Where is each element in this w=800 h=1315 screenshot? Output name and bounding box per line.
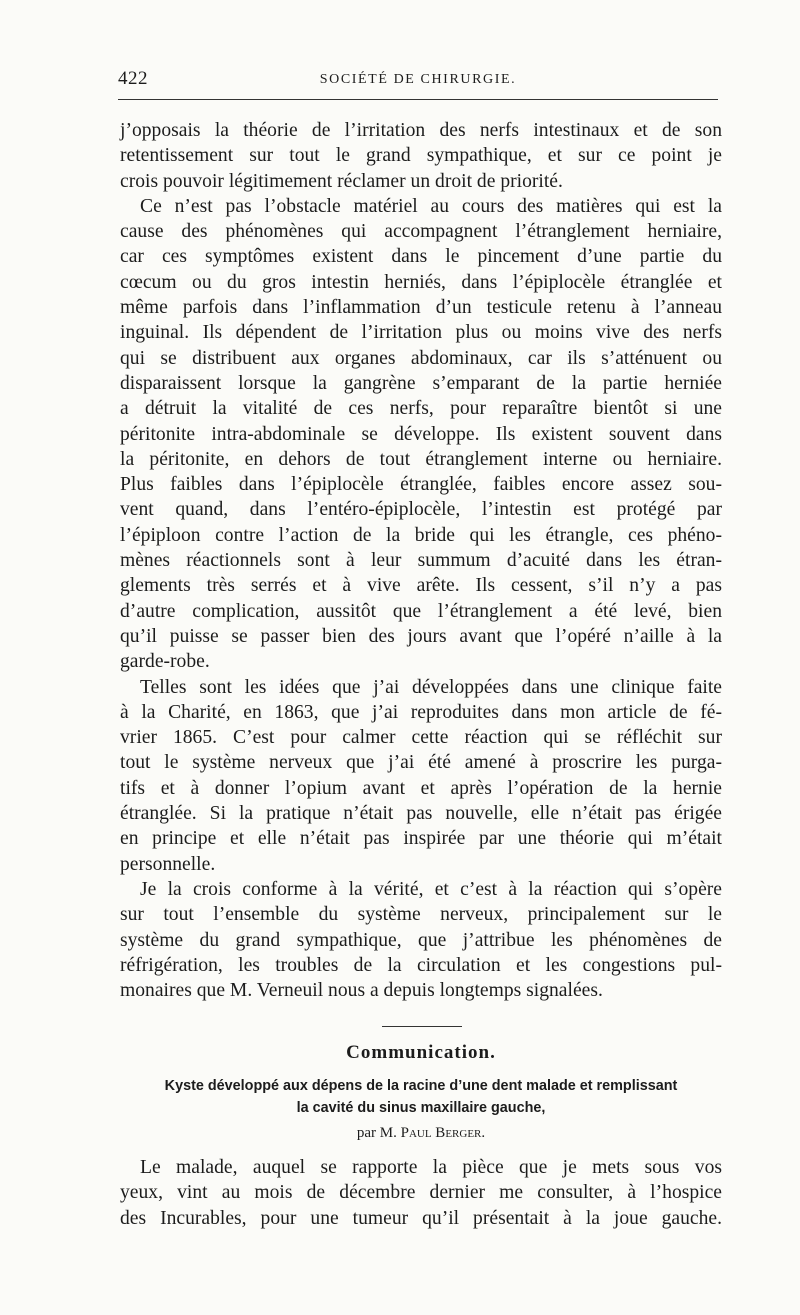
text-line: Ce n’est pas l’obstacle matériel au cours des matières qui est la [140,195,722,217]
section-separator [382,1026,462,1027]
text-line: yeux, vint au mois de décembre dernier me consulter, à l’hospice [120,1182,722,1204]
text-line: des Incurables, pour une tumeur qu’il présentait à la joue gauche. [120,1207,722,1229]
running-head: SOCIÉTÉ DE CHIRURGIE. [319,72,517,87]
page-number: 422 [118,68,148,89]
text-line: la péritonite, en dehors de tout étranglement interne ou herniaire. [120,448,722,470]
article-title [120,1075,722,1119]
text-line: cœcum ou du gros intestin herniés, dans l’épiplocèle étranglée et [120,271,722,293]
text-line: sur tout l’ensemble du système nerveux, principalement sur le [120,904,722,926]
text-line: personnelle. [120,853,216,875]
text-line: tout le système nerveux que j’ai été amené à proscrire les purga- [120,752,722,774]
text-line: Plus faibles dans l’épiplocèle étranglée, faibles encore assez sou- [120,474,722,496]
text-line: monaires que M. Verneuil nous a depuis longtemps signalées. [120,980,603,1002]
text-line: Telles sont les idées que j’ai développées dans une clinique faite [140,676,722,698]
text-line: qu’il puisse se passer bien des jours avant que l’opéré n’aille à la [120,625,722,647]
text-line: a détruit la vitalité de ces nerfs, pour reparaître bientôt si une [120,398,722,420]
text-line: inguinal. Ils dépendent de l’irritation plus ou moins vive des nerfs [120,322,722,344]
main-text [120,118,722,1003]
text-line: Je la crois conforme à la vérité, et c’est à la réaction qui s’opère [140,878,722,900]
byline-prefix: par M. [356,1125,397,1141]
communication-heading: Communication. [346,1042,496,1063]
closing-text [120,1155,722,1231]
text-line: vrier 1865. C’est pour calmer cette réaction qui se réfléchit sur [120,727,722,749]
byline [120,1125,722,1142]
text-line: l’épiploon contre l’action de la bride qui les étrangle, ces phéno- [120,524,722,546]
text-line: en principe et elle n’était pas inspirée par une théorie qui m’était [120,828,722,850]
text-line: système du grand sympathique, que j’attribue les phénomènes de [120,929,722,951]
text-line: mènes réactionnels sont à leur summum d’acuité dans les étran- [120,550,722,572]
article-title-line: Kyste développé aux dépens de la racine d’une dent malade et remplissant [164,1078,678,1094]
text-line: crois pouvoir légitimement réclamer un droit de priorité. [120,170,563,192]
text-line: péritonite intra-abdominale se développe. Ils existent souvent dans [120,423,722,445]
text-line: à la Charité, en 1863, que j’ai reproduites dans mon article de fé- [120,701,722,723]
text-line: car ces symptômes existent dans le pincement d’une partie du [120,246,722,268]
author-name: Paul Berger. [400,1125,486,1141]
text-line: cause des phénomènes qui accompagnent l’étranglement herniaire, [120,221,722,243]
page-header [118,58,718,98]
text-line: même parfois dans l’inflammation d’un testicule retenu à l’anneau [120,297,722,319]
text-line: garde-robe. [120,651,210,673]
text-line: tifs et à donner l’opium avant et après l’opération de la hernie [120,777,722,799]
text-line: disparaissent lorsque la gangrène s’emparant de la partie herniée [120,372,722,394]
text-line: vent quand, dans l’entéro-épiplocèle, l’intestin est protégé par [120,499,722,521]
text-line: réfrigération, les troubles de la circulation et les congestions pul- [120,954,722,976]
text-line: d’autre complication, aussitôt que l’étranglement a été levé, bien [120,600,722,622]
text-line: Le malade, auquel se rapporte la pièce que je mets sous vos [140,1157,722,1178]
text-line: étranglée. Si la pratique n’était pas nouvelle, elle n’était pas érigée [120,803,722,825]
text-line: j’opposais la théorie de l’irritation des nerfs intestinaux et de son [120,120,722,141]
article-title-line: la cavité du sinus maxillaire gauche, [296,1100,546,1116]
text-line: qui se distribuent aux organes abdominaux, car ils s’atténuent ou [120,347,722,369]
header-rule [118,99,718,100]
text-line: glements très serrés et à vive arête. Ils cessent, s’il n’y a pas [120,575,722,597]
text-line: retentissement sur tout le grand sympathique, et sur ce point je [120,145,722,167]
